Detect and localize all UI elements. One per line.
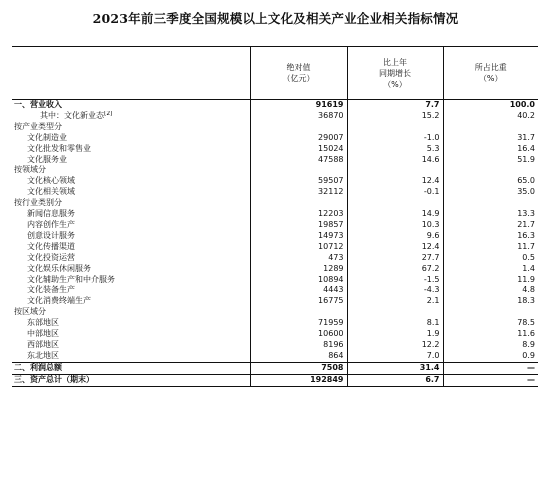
share-cell: 11.6 bbox=[443, 329, 538, 340]
table-row bbox=[12, 122, 538, 133]
table-row bbox=[12, 220, 538, 231]
absolute-value-cell: 864 bbox=[250, 351, 347, 362]
absolute-value-cell: 16775 bbox=[250, 296, 347, 307]
share-cell: 40.2 bbox=[443, 111, 538, 122]
share-cell: 65.0 bbox=[443, 176, 538, 187]
yoy-growth-cell: 27.7 bbox=[347, 253, 443, 264]
row-label: 按行业类别分 bbox=[14, 198, 62, 208]
table-row bbox=[12, 231, 538, 242]
yoy-growth-cell: 8.1 bbox=[347, 318, 443, 329]
table-row bbox=[12, 209, 538, 220]
share-cell: 0.9 bbox=[443, 351, 538, 362]
row-label: 按区域分 bbox=[14, 307, 46, 317]
row-label: 新闻信息服务 bbox=[27, 209, 75, 219]
row-label-cell bbox=[12, 264, 250, 275]
table-row bbox=[12, 133, 538, 144]
row-label-cell bbox=[12, 318, 250, 329]
table-row bbox=[12, 374, 538, 386]
table-row bbox=[12, 329, 538, 340]
table-row bbox=[12, 285, 538, 296]
absolute-value-cell: 32112 bbox=[250, 187, 347, 198]
page-title: 2023年前三季度全国规模以上文化及相关产业企业相关指标情况 bbox=[92, 11, 459, 26]
row-label-cell bbox=[12, 122, 250, 133]
yoy-growth-cell: -1.5 bbox=[347, 275, 443, 286]
row-label: 中部地区 bbox=[27, 329, 59, 339]
yoy-growth-cell: -4.3 bbox=[347, 285, 443, 296]
absolute-value-cell: 47588 bbox=[250, 155, 347, 166]
row-label: 按产业类型分 bbox=[14, 121, 62, 131]
share-cell bbox=[443, 165, 538, 176]
header-share-line2: （%） bbox=[478, 74, 503, 83]
yoy-growth-cell: 1.9 bbox=[347, 329, 443, 340]
row-label: 文化批发和零售业 bbox=[27, 143, 91, 153]
header-absolute-value bbox=[250, 47, 347, 100]
header-absolute-value-line2: （亿元） bbox=[282, 74, 315, 83]
absolute-value-cell: 59507 bbox=[250, 176, 347, 187]
share-cell: 0.5 bbox=[443, 253, 538, 264]
table-row bbox=[12, 144, 538, 155]
row-label-cell bbox=[12, 285, 250, 296]
yoy-growth-cell: -1.0 bbox=[347, 133, 443, 144]
yoy-growth-cell: 6.7 bbox=[347, 374, 443, 386]
row-label-cell bbox=[12, 231, 250, 242]
share-cell: 11.9 bbox=[443, 275, 538, 286]
table-row bbox=[12, 155, 538, 166]
row-label-cell bbox=[12, 242, 250, 253]
share-cell: 13.3 bbox=[443, 209, 538, 220]
table-row bbox=[12, 198, 538, 209]
row-label: 文化核心领域 bbox=[27, 176, 75, 186]
row-label-cell bbox=[12, 198, 250, 209]
absolute-value-cell: 12203 bbox=[250, 209, 347, 220]
header-yoy-growth-line2: 同期增长 bbox=[379, 68, 411, 78]
header-share-line1: 所占比重 bbox=[474, 63, 507, 72]
header-absolute-value-line1: 绝对值 bbox=[286, 63, 311, 72]
row-label: 东北地区 bbox=[27, 350, 59, 360]
absolute-value-cell: 36870 bbox=[250, 111, 347, 122]
table-row bbox=[12, 100, 538, 111]
share-cell: 51.9 bbox=[443, 155, 538, 166]
row-label-cell bbox=[12, 374, 250, 386]
row-label-cell bbox=[12, 351, 250, 362]
share-cell: 35.0 bbox=[443, 187, 538, 198]
share-cell: 11.7 bbox=[443, 242, 538, 253]
table-row bbox=[12, 253, 538, 264]
row-label-cell bbox=[12, 362, 250, 374]
share-cell: 1.4 bbox=[443, 264, 538, 275]
header-share bbox=[443, 47, 538, 100]
header-indicator bbox=[12, 47, 250, 100]
absolute-value-cell: 8196 bbox=[250, 340, 347, 351]
yoy-growth-cell bbox=[347, 307, 443, 318]
absolute-value-cell: 71959 bbox=[250, 318, 347, 329]
header-yoy-growth bbox=[347, 47, 443, 100]
absolute-value-cell: 7508 bbox=[250, 362, 347, 374]
row-label-cell bbox=[12, 253, 250, 264]
absolute-value-cell: 473 bbox=[250, 253, 347, 264]
row-label: 文化相关领域 bbox=[27, 187, 75, 197]
yoy-growth-cell: 14.6 bbox=[347, 155, 443, 166]
row-label-cell bbox=[12, 329, 250, 340]
yoy-growth-cell: 15.2 bbox=[347, 111, 443, 122]
share-cell: — bbox=[443, 374, 538, 386]
absolute-value-cell bbox=[250, 307, 347, 318]
yoy-growth-cell bbox=[347, 165, 443, 176]
absolute-value-cell: 19857 bbox=[250, 220, 347, 231]
row-label: 文化制造业 bbox=[27, 132, 67, 142]
share-cell: 8.9 bbox=[443, 340, 538, 351]
absolute-value-cell bbox=[250, 198, 347, 209]
absolute-value-cell: 4443 bbox=[250, 285, 347, 296]
indicator-table bbox=[12, 46, 538, 387]
row-label: 文化消费终端生产 bbox=[27, 296, 91, 306]
row-label: 内容创作生产 bbox=[27, 219, 75, 229]
share-cell: 18.3 bbox=[443, 296, 538, 307]
absolute-value-cell: 10894 bbox=[250, 275, 347, 286]
table-row bbox=[12, 351, 538, 362]
share-cell bbox=[443, 198, 538, 209]
row-label: 文化装备生产 bbox=[27, 285, 75, 295]
table-row bbox=[12, 362, 538, 374]
yoy-growth-cell: 10.3 bbox=[347, 220, 443, 231]
share-cell: 16.4 bbox=[443, 144, 538, 155]
absolute-value-cell: 10712 bbox=[250, 242, 347, 253]
row-label: 一、营业收入 bbox=[14, 100, 62, 109]
row-label-cell bbox=[12, 133, 250, 144]
share-cell bbox=[443, 122, 538, 133]
table-row bbox=[12, 307, 538, 318]
row-label: 西部地区 bbox=[27, 339, 59, 349]
table-row bbox=[12, 187, 538, 198]
row-label-cell bbox=[12, 165, 250, 176]
absolute-value-cell bbox=[250, 165, 347, 176]
row-label-cell bbox=[12, 100, 250, 111]
table-body bbox=[12, 100, 538, 387]
table-row bbox=[12, 296, 538, 307]
table-row bbox=[12, 111, 538, 122]
row-label-cell bbox=[12, 307, 250, 318]
table-row bbox=[12, 176, 538, 187]
yoy-growth-cell: 12.2 bbox=[347, 340, 443, 351]
row-label-cell bbox=[12, 275, 250, 286]
header-yoy-growth-line3: （%） bbox=[383, 79, 407, 89]
absolute-value-cell bbox=[250, 122, 347, 133]
absolute-value-cell: 10600 bbox=[250, 329, 347, 340]
yoy-growth-cell: 67.2 bbox=[347, 264, 443, 275]
table-row bbox=[12, 275, 538, 286]
share-cell bbox=[443, 307, 538, 318]
row-label-cell bbox=[12, 340, 250, 351]
row-label: 文化服务业 bbox=[27, 154, 67, 164]
row-label-cell bbox=[12, 187, 250, 198]
table-row bbox=[12, 242, 538, 253]
row-label: 东部地区 bbox=[27, 318, 59, 328]
row-label: 文化辅助生产和中介服务 bbox=[27, 274, 115, 284]
yoy-growth-cell: 7.7 bbox=[347, 100, 443, 111]
row-label: 文化娱乐休闲服务 bbox=[27, 263, 91, 273]
absolute-value-cell: 15024 bbox=[250, 144, 347, 155]
row-label-cell bbox=[12, 155, 250, 166]
share-cell: 21.7 bbox=[443, 220, 538, 231]
share-cell: 100.0 bbox=[443, 100, 538, 111]
share-cell: 16.3 bbox=[443, 231, 538, 242]
footnote-marker: [2] bbox=[104, 110, 113, 117]
row-label-cell bbox=[12, 209, 250, 220]
row-label-cell bbox=[12, 296, 250, 307]
share-cell: 78.5 bbox=[443, 318, 538, 329]
absolute-value-cell: 192849 bbox=[250, 374, 347, 386]
table-row bbox=[12, 264, 538, 275]
absolute-value-cell: 91619 bbox=[250, 100, 347, 111]
absolute-value-cell: 29007 bbox=[250, 133, 347, 144]
yoy-growth-cell bbox=[347, 122, 443, 133]
yoy-growth-cell: 12.4 bbox=[347, 176, 443, 187]
row-label-cell bbox=[12, 220, 250, 231]
yoy-growth-cell: 14.9 bbox=[347, 209, 443, 220]
row-label: 三、资产总计（期末） bbox=[14, 374, 94, 384]
table-row bbox=[12, 165, 538, 176]
row-label-cell bbox=[12, 144, 250, 155]
yoy-growth-cell: 12.4 bbox=[347, 242, 443, 253]
yoy-growth-cell: 5.3 bbox=[347, 144, 443, 155]
share-cell: 31.7 bbox=[443, 133, 538, 144]
absolute-value-cell: 1289 bbox=[250, 264, 347, 275]
row-label-cell bbox=[12, 111, 250, 122]
indicator-table-container bbox=[12, 46, 538, 387]
header-yoy-growth-line1: 比上年 bbox=[383, 57, 407, 67]
yoy-growth-cell: 2.1 bbox=[347, 296, 443, 307]
row-label-cell bbox=[12, 176, 250, 187]
table-header bbox=[12, 47, 538, 100]
table-row bbox=[12, 340, 538, 351]
yoy-growth-cell: -0.1 bbox=[347, 187, 443, 198]
table-row bbox=[12, 318, 538, 329]
row-label: 文化投资运营 bbox=[27, 252, 75, 262]
share-cell: — bbox=[443, 362, 538, 374]
row-label: 文化传播渠道 bbox=[27, 241, 75, 251]
row-label: 二、利润总额 bbox=[14, 362, 62, 372]
row-label: 其中：文化新业态 bbox=[40, 110, 104, 120]
yoy-growth-cell: 31.4 bbox=[347, 362, 443, 374]
row-label: 按领域分 bbox=[14, 165, 46, 175]
share-cell: 4.8 bbox=[443, 285, 538, 296]
yoy-growth-cell: 9.6 bbox=[347, 231, 443, 242]
yoy-growth-cell: 7.0 bbox=[347, 351, 443, 362]
yoy-growth-cell bbox=[347, 198, 443, 209]
absolute-value-cell: 14973 bbox=[250, 231, 347, 242]
row-label: 创意设计服务 bbox=[27, 230, 75, 240]
